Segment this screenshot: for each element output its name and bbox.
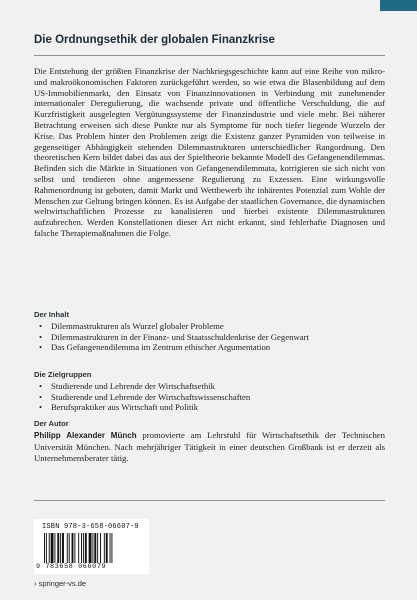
corner-color-tab (380, 0, 417, 11)
content-list (34, 321, 385, 353)
author-bio-text: promovierte am Lehrstuhl für Wirtschaftsethik der Technischen Universität München. Nach mehrjähriger Tätigkeit in einer deutschen Großbank ist er derzeit als Unternehmensberater tätig. (34, 430, 385, 463)
audience-heading: Die Zielgruppen (34, 370, 92, 379)
audience-list (34, 381, 385, 413)
content-section (34, 310, 385, 353)
isbn-label: ISBN 978-3-658-06607-9 (42, 523, 139, 531)
list-item: • Berufspraktiker aus Wirtschaft und Politik (34, 402, 385, 413)
barcode-bar (83, 533, 84, 563)
list-item: • Studierende und Lehrende der Wirtschaftsethik (34, 381, 385, 392)
barcode-bar (74, 533, 75, 563)
author-name: Philipp Alexander Münch (34, 431, 137, 440)
list-item: • Das Gefangenendilemma im Zentrum ethischer Argumentation (34, 342, 385, 353)
barcode-bar (62, 533, 64, 563)
author-section (34, 419, 385, 463)
barcode-bar (46, 533, 47, 563)
barcode-bar (78, 533, 79, 563)
barcode-bar (111, 533, 112, 563)
barcode-bar (92, 533, 93, 563)
list-item: • Dilemmastrukturen in der Finanz- und Staatsschuldenkrise der Gegenwart (34, 332, 385, 343)
barcode-bar (54, 533, 55, 563)
barcode-bar (85, 533, 87, 563)
barcode-bar (49, 533, 50, 563)
barcode-bar (67, 533, 68, 563)
book-title: Die Ordnungsethik der globalen Finanzkrise (34, 34, 275, 46)
author-bio (34, 430, 385, 463)
list-item: • Dilemmastrukturen als Wurzel globaler Probleme (34, 321, 385, 332)
author-heading: Der Autor (34, 419, 69, 428)
barcode-bar (81, 533, 82, 563)
barcode-bar (57, 533, 59, 563)
barcode-bars (44, 533, 142, 563)
barcode-bar (51, 533, 54, 563)
barcode-bar (60, 533, 61, 563)
publisher-website: › springer-vs.de (34, 579, 87, 588)
isbn-barcode (34, 519, 149, 574)
barcode-digits: 9 783658 066079 (36, 563, 107, 571)
barcode-bar (72, 533, 74, 563)
blurb (34, 66, 385, 239)
barcode-bar (110, 533, 111, 563)
barcode-bar (94, 533, 96, 563)
barcode-bar (104, 533, 105, 563)
barcode-bar (44, 533, 45, 563)
barcode-bar (69, 533, 70, 563)
audience-section (34, 370, 385, 413)
content-heading: Der Inhalt (34, 310, 70, 319)
bottom-divider (34, 500, 385, 501)
blurb-paragraph: Die Entstehung der größten Finanzkrise der Nachkriegsgeschichte kann auf eine Reihe von mikro- und makroökonomischen Faktoren zurückgeführt werden, so wie etwa die Blasenbildung auf dem US-Immobilienmarkt, den Einsatz von Finanzinnovationen in Verbindung mit zunehmender internationaler Deregulierung, die wachsende private und öffentliche Verschuldung, die auf Kurzfristigkeit ausgelegten Vergütungssysteme der Finanzindustrie und viele mehr. Bei näherer Betrachtung erweisen sich diese Punkte nur als Symptome für noch tiefer liegende Wurzeln der Krise. Das Problem hinter den Problemen zeigt die Existenz ganzer Pyramiden von teilweise in gegenseitiger Abhängigkeit stehenden Dilemmastrukturen unterschiedlicher Rangordnung. Den theoretischen Kern bildet dabei das aus der Spieltheorie bekannte Modell des Gefangenendilemmas. Befinden sich die Märkte in Situationen von Gefangenendilemmata, korrigieren sie sich nicht von selbst und tendieren ohne angemessene Regulierung zu Exzessen. Eine wirkungsvolle Rahmenordnung ist geboten, damit Markt und Wettbewerb ihr inhärentes Potenzial zum Wohle der Menschen zur Geltung bringen können. Es ist Aufgabe der staatlichen Governance, die dynamischen weltwirtschaftlichen Prozesse zu kanalisieren und hierbei existente Dilemmastrukturen aufzubrechen. Werden Konstellationen dieser Art nicht erkannt, sind fehlerhafte Diagnosen und falsche Therapiemaßnahmen die Folge. (34, 66, 385, 238)
list-item: • Studierende und Lehrende der Wirtschaftswissenschaften (34, 392, 385, 403)
barcode-bar (100, 533, 101, 563)
barcode-bar (97, 533, 98, 563)
barcode-bar (89, 533, 92, 563)
top-divider (34, 55, 385, 56)
barcode-bar (106, 533, 108, 563)
